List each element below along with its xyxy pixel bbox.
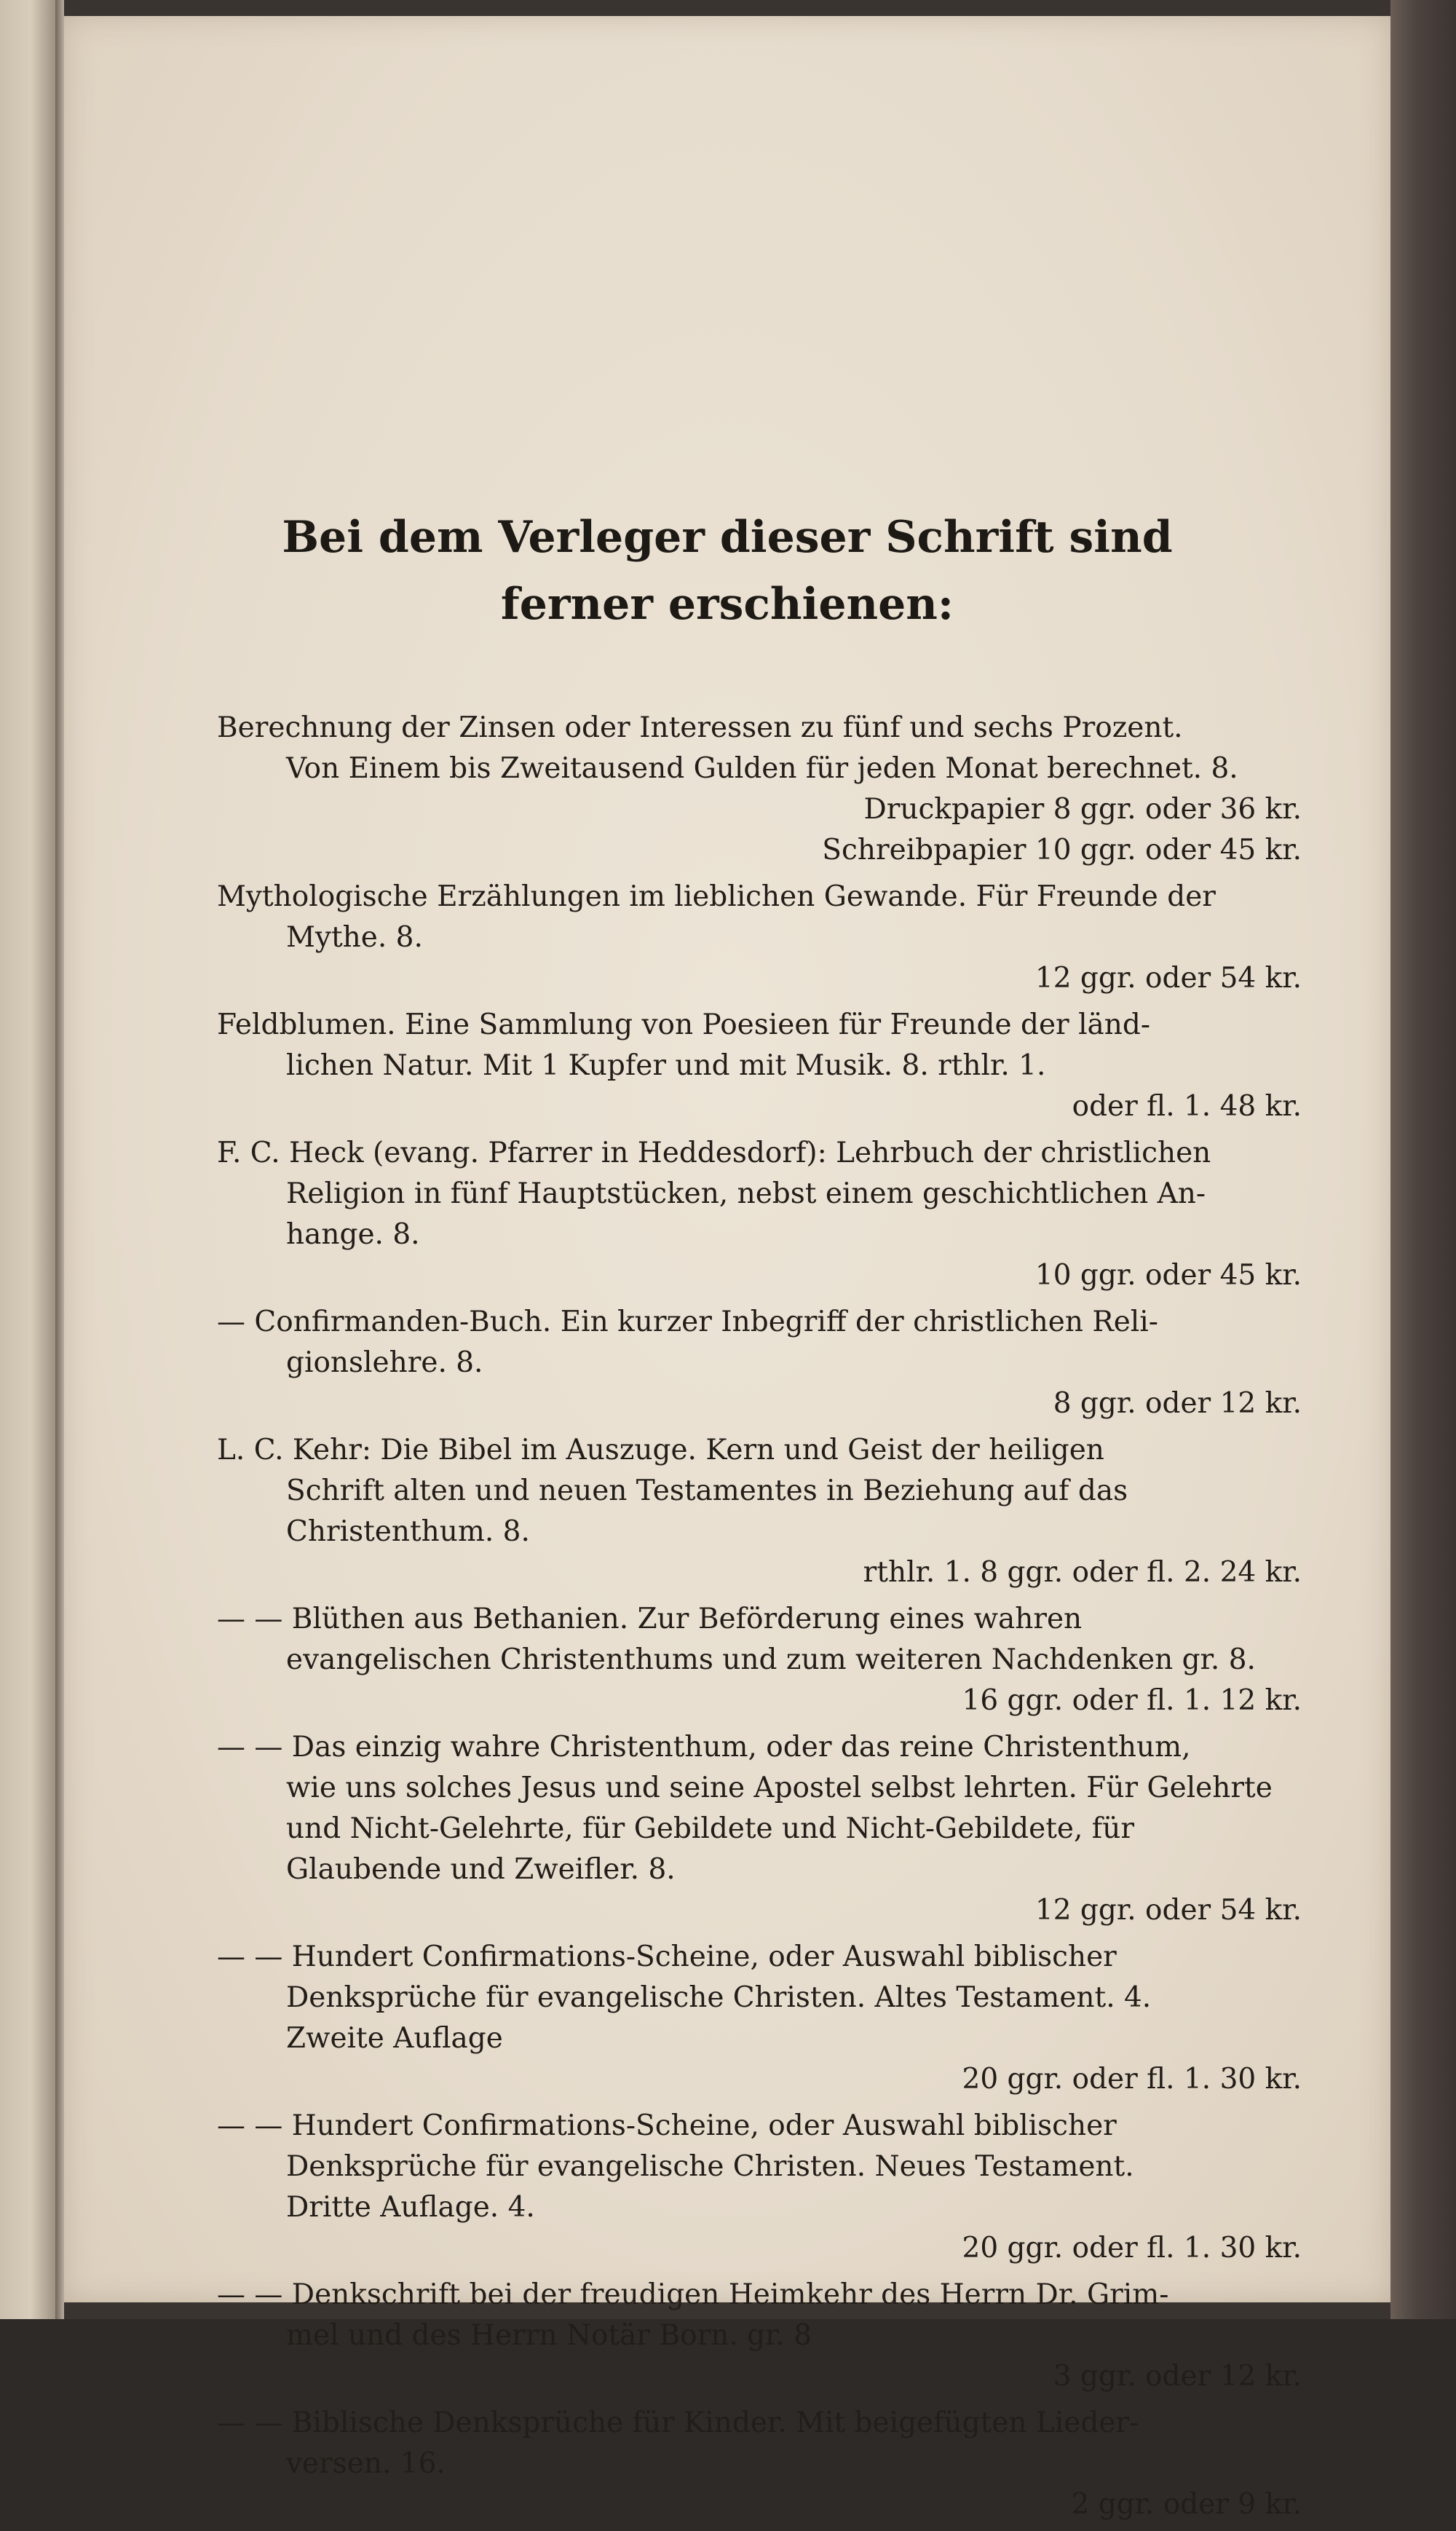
entry-continuation-line: gionslehre. 8.: [286, 1346, 483, 1379]
entry-title-line: — — Hundert Confirmations-Scheine, oder Auswahl biblischer: [217, 2109, 1117, 2142]
book-cover-edge: [1390, 0, 1456, 2319]
heading-line-1: Bei dem Verleger dieser Schrift sind: [282, 512, 1173, 563]
entry-title-line: Berechnung der Zinsen oder Interessen zu fünf und sechs Prozent.: [217, 711, 1183, 744]
book-gutter: [55, 0, 64, 2319]
entry-title-line: — — Denkschrift bei der freudigen Heimkehr des Herrn Dr. Grim-: [217, 2278, 1169, 2311]
entry-title-line: Mythologische Erzählungen im lieblichen Gewande. Für Freunde der: [217, 880, 1216, 913]
entry-title-line: — — Hundert Confirmations-Scheine, oder Auswahl biblischer: [217, 1940, 1117, 1973]
entry-continuation-line: Denksprüche für evangelische Christen. Neues Testament.: [286, 2150, 1134, 2183]
entry-continuation-line: mel und des Herrn Notär Born. gr. 8: [286, 2319, 812, 2352]
entry-price: oder fl. 1. 48 kr.: [1072, 1090, 1302, 1123]
entry-title-line: — — Biblische Denksprüche für Kinder. Mit beigefügten Lieder-: [217, 2406, 1139, 2439]
entry-continuation-line: versen. 16.: [286, 2447, 446, 2480]
entry-title-line: — Confirmanden-Buch. Ein kurzer Inbegriff der christlichen Reli-: [217, 1306, 1158, 1338]
entry-continuation-line: Dritte Auflage. 4.: [286, 2191, 535, 2224]
entry-continuation-line: Religion in fünf Hauptstücken, nebst einem geschichtlichen An-: [286, 1177, 1206, 1210]
entry-title-line: L. C. Kehr: Die Bibel im Auszuge. Kern und Geist der heiligen: [217, 1434, 1104, 1466]
entry-title-line: F. C. Heck (evang. Pfarrer in Heddesdorf): Lehrbuch der christlichen: [217, 1137, 1211, 1169]
entry-price: 16 ggr. oder fl. 1. 12 kr.: [962, 1684, 1302, 1717]
entry-continuation-line: lichen Natur. Mit 1 Kupfer und mit Musik. 8. rthlr. 1.: [286, 1049, 1046, 1082]
entry-continuation-line: und Nicht-Gelehrte, für Gebildete und Nicht-Gebildete, für: [286, 1812, 1134, 1845]
catalog-entry: [217, 1005, 1302, 1127]
entry-price: 12 ggr. oder 54 kr.: [1034, 1894, 1302, 1927]
entry-price: Druckpapier 8 ggr. oder 36 kr.: [863, 793, 1302, 826]
entry-continuation-line: Schrift alten und neuen Testamentes in Beziehung auf das: [286, 1474, 1128, 1507]
left-page-edge: [0, 0, 55, 2319]
entry-continuation-line: Von Einem bis Zweitausend Gulden für jeden Monat berechnet. 8.: [286, 752, 1238, 785]
book-page: [64, 16, 1390, 2521]
catalog-entry: [217, 1302, 1302, 1424]
entry-title-line: Feldblumen. Eine Sammlung von Poesieen für Freunde der länd-: [217, 1008, 1151, 1041]
entry-price: Schreibpapier 10 ggr. oder 45 kr.: [822, 834, 1302, 866]
catalog-entry: [217, 708, 1302, 871]
entry-continuation-line: evangelischen Christenthums und zum weiteren Nachdenken gr. 8.: [286, 1643, 1256, 1676]
entry-continuation-line: Christenthum. 8.: [286, 1515, 530, 1548]
entry-price: 2 ggr. oder 9 kr.: [1071, 2488, 1302, 2521]
catalog-entry: [217, 1599, 1302, 1721]
catalog-entry: [217, 1430, 1302, 1593]
catalog-list: [217, 708, 1302, 2531]
page-heading: [64, 504, 1390, 638]
catalog-entry: [217, 1133, 1302, 1296]
heading-line-2: ferner erschienen:: [500, 579, 954, 630]
entry-title-line: — — Das einzig wahre Christenthum, oder das reine Christenthum,: [217, 1731, 1191, 1764]
entry-price: rthlr. 1. 8 ggr. oder fl. 2. 24 kr.: [863, 1556, 1302, 1589]
entry-price: 20 ggr. oder fl. 1. 30 kr.: [962, 2232, 1302, 2265]
entry-continuation-line: Zweite Auflage: [286, 2022, 503, 2055]
entry-continuation-line: Denksprüche für evangelische Christen. Altes Testament. 4.: [286, 1981, 1152, 2014]
entry-title-line: — — Blüthen aus Bethanien. Zur Beförderung eines wahren: [217, 1603, 1083, 1635]
catalog-entry: [217, 2275, 1302, 2397]
entry-continuation-line: Glaubende und Zweifler. 8.: [286, 1853, 676, 1886]
entry-price: 10 ggr. oder 45 kr.: [1034, 1259, 1302, 1292]
catalog-entry: [217, 1727, 1302, 1931]
catalog-entry: [217, 1937, 1302, 2100]
entry-price: 3 ggr. oder 12 kr.: [1053, 2360, 1302, 2393]
catalog-entry: [217, 877, 1302, 999]
entry-continuation-line: hange. 8.: [286, 1218, 420, 1251]
catalog-entry: [217, 2403, 1302, 2525]
entry-price: 12 ggr. oder 54 kr.: [1034, 962, 1302, 995]
catalog-entry: [217, 2106, 1302, 2269]
entry-price: 20 ggr. oder fl. 1. 30 kr.: [962, 2063, 1302, 2096]
entry-price: 8 ggr. oder 12 kr.: [1053, 1387, 1302, 1420]
entry-continuation-line: Mythe. 8.: [286, 921, 423, 954]
entry-continuation-line: wie uns solches Jesus und seine Apostel selbst lehrten. Für Gelehrte: [286, 1772, 1273, 1804]
